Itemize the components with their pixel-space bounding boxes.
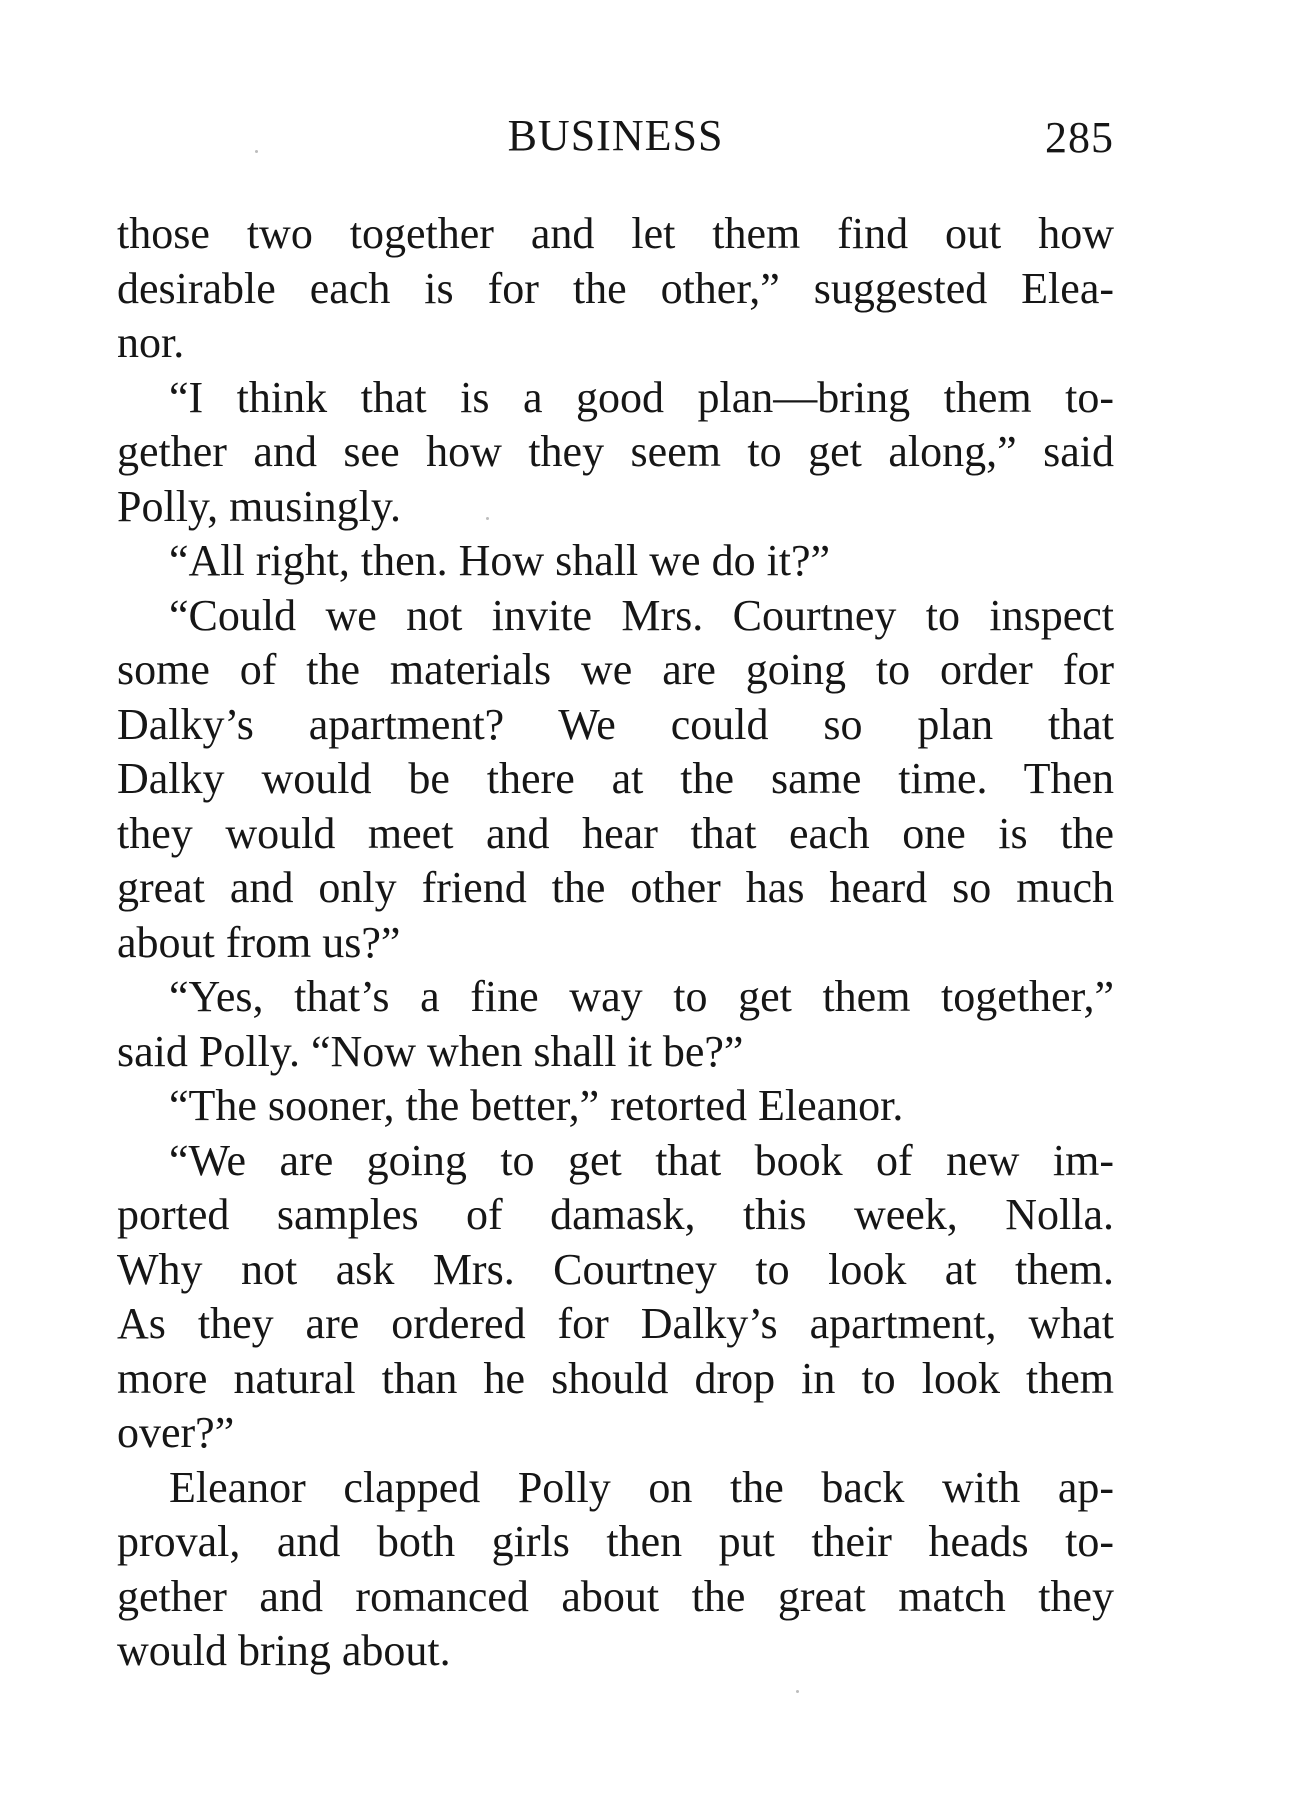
text-line: Dalky would be there at the same time. Then bbox=[117, 754, 1114, 803]
text-line: “Yes, that’s a fine way to get them together,” bbox=[169, 972, 1114, 1021]
text-line: Eleanor clapped Polly on the back with ap- bbox=[169, 1462, 1114, 1512]
text-line: “Could we not invite Mrs. Courtney to inspect bbox=[169, 590, 1114, 640]
text-line: proval, and both girls then put their heads to- bbox=[117, 1517, 1114, 1566]
text-line: nor. bbox=[117, 318, 185, 367]
text-line: great and only friend the other has heard so much bbox=[117, 863, 1114, 912]
text-line: would bring about. bbox=[117, 1626, 451, 1675]
body-text bbox=[117, 207, 1114, 1679]
text-line: they would meet and hear that each one is the bbox=[117, 808, 1114, 858]
text-line: Polly, musingly. bbox=[117, 481, 402, 531]
text-line: those two together and let them find out how bbox=[117, 209, 1114, 258]
text-line: “The sooner, the better,” retorted Eleanor. bbox=[169, 1081, 904, 1130]
text-line: said Polly. “Now when shall it be?” bbox=[117, 1026, 744, 1076]
text-line: As they are ordered for Dalky’s apartment, what bbox=[117, 1299, 1114, 1348]
paper-speck bbox=[796, 1690, 799, 1693]
text-line: about from us?” bbox=[117, 917, 401, 967]
text-line: gether and see how they seem to get along,” said bbox=[117, 427, 1114, 476]
text-line: “We are going to get that book of new im- bbox=[169, 1135, 1114, 1185]
text-line: over?” bbox=[117, 1408, 235, 1457]
page-number: 285 bbox=[1045, 113, 1114, 162]
text-line: ported samples of damask, this week, Nolla. bbox=[117, 1190, 1114, 1239]
text-line: “All right, then. How shall we do it?” bbox=[169, 536, 831, 585]
text-line: Why not ask Mrs. Courtney to look at them. bbox=[117, 1244, 1114, 1294]
paper-speck bbox=[255, 150, 258, 153]
running-head bbox=[117, 110, 1114, 170]
text-line: some of the materials we are going to order for bbox=[117, 645, 1114, 694]
paper-speck bbox=[486, 517, 489, 520]
text-line: more natural than he should drop in to look them bbox=[117, 1353, 1114, 1403]
text-line: gether and romanced about the great match they bbox=[117, 1571, 1114, 1621]
text-line: Dalky’s apartment? We could so plan that bbox=[117, 699, 1114, 749]
running-title: BUSINESS bbox=[507, 111, 724, 160]
text-line: desirable each is for the other,” suggested Elea- bbox=[117, 263, 1114, 313]
text-line: “I think that is a good plan—bring them to- bbox=[169, 372, 1114, 422]
